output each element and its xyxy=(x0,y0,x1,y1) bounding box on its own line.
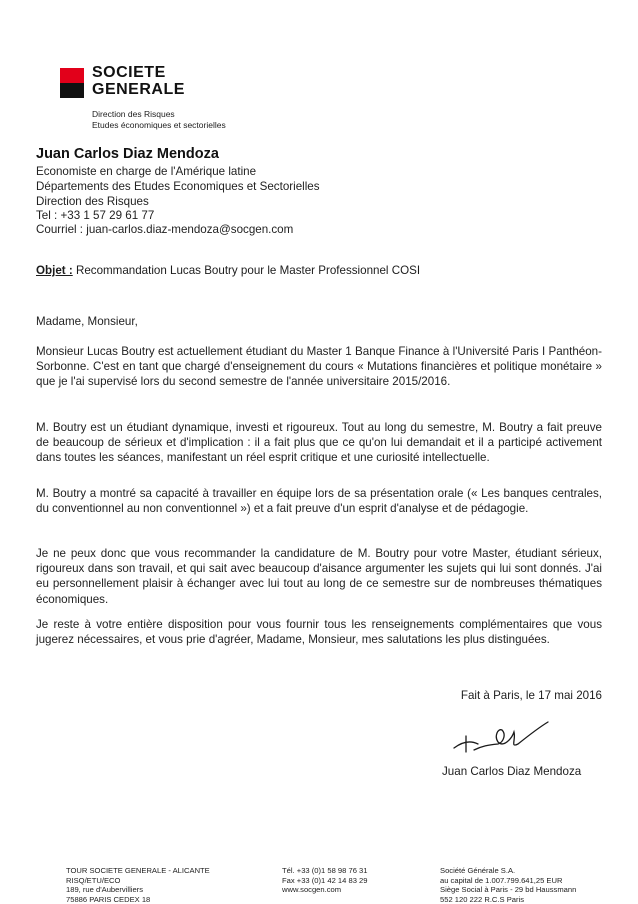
footer-contact xyxy=(282,866,368,895)
signatory-name: Juan Carlos Diaz Mendoza xyxy=(442,765,582,778)
sender-phone: Tel : +33 1 57 29 61 77 xyxy=(36,209,155,222)
signature-image xyxy=(452,718,552,762)
footer-address-line: TOUR SOCIETE GENERALE - ALICANTE xyxy=(66,866,210,875)
logo-red-block xyxy=(60,68,84,83)
header-dept-2: Etudes économiques et sectorielles xyxy=(92,120,226,130)
sender-department: Départements des Etudes Economiques et Sectorielles xyxy=(36,180,320,193)
logo-mark xyxy=(60,68,84,98)
footer-legal-line: Siège Social à Paris - 29 bd Haussmann xyxy=(440,885,577,895)
body-paragraph-4: Je ne peux donc que vous recommander la candidature de M. Boutry pour votre Master, étudiant sérieux, rigoureux dans son travail, et qui sait avec beaucoup d'aisance argumenter les sujets qui lui sont donnés. J'ai eu personnellement plaisir à échanger avec lui tout au long de ce semestre sur de nombreuses thématiques économiques. xyxy=(36,547,602,606)
footer-legal-line: au capital de 1.007.799.641,25 EUR xyxy=(440,875,563,885)
salutation: Madame, Monsieur, xyxy=(36,315,138,328)
footer-website: www.socgen.com xyxy=(282,885,342,895)
body-paragraph-2: M. Boutry est un étudiant dynamique, investi et rigoureux. Tout au long du semestre, M. Boutry a fait preuve de beaucoup de sérieux et d'implication : il a fait plus que ce qu'on lui demandait et il a participé activement dans toutes les séances, manifestant un réel esprit critique et une curiosité intellectuelle. xyxy=(36,421,602,465)
logo-text-line2: GENERALE xyxy=(92,81,185,98)
logo-text-line1: SOCIETE xyxy=(92,64,166,81)
subject-line xyxy=(36,264,420,277)
sender-email: Courriel : juan-carlos.diaz-mendoza@socgen.com xyxy=(36,223,294,236)
header-dept-1: Direction des Risques xyxy=(92,109,175,119)
sender-name: Juan Carlos Diaz Mendoza xyxy=(36,146,219,162)
sender-direction: Direction des Risques xyxy=(36,195,149,208)
footer-address-line: 189, rue d'Aubervilliers xyxy=(66,885,144,895)
body-paragraph-3: M. Boutry a montré sa capacité à travailler en équipe lors de sa présentation orale (« Les banques centrales, du conventionnel au non conventionnel ») et a fait preuve d'un esprit d'analyse et de pédagogie. xyxy=(36,487,602,516)
footer-address xyxy=(66,866,210,904)
footer-phone: Tél. +33 (0)1 58 98 76 31 xyxy=(282,866,368,875)
footer-legal-line: 552 120 222 R.C.S Paris xyxy=(440,894,525,904)
footer-address-line: 75886 PARIS CEDEX 18 xyxy=(66,894,151,904)
body-paragraph-1: Monsieur Lucas Boutry est actuellement étudiant du Master 1 Banque Finance à l'Université Paris I Panthéon-Sorbonne. C'est en tant que chargé d'enseignement du cours « Mutations financières et politique monétaire » que je l'ai supervisé lors du second semestre de l'année universitaire 2015/2016. xyxy=(36,345,602,389)
subject-label: Objet : xyxy=(36,264,73,277)
subject-text: Recommandation Lucas Boutry pour le Master Professionnel COSI xyxy=(75,264,421,277)
date-place: Fait à Paris, le 17 mai 2016 xyxy=(460,689,602,702)
footer-legal xyxy=(440,866,576,904)
footer-address-line: RISQ/ETU/ECO xyxy=(66,875,121,885)
footer-legal-line: Société Générale S.A. xyxy=(440,866,516,875)
body-paragraph-5: Je reste à votre entière disposition pour vous fournir tous les renseignements complémentaires que vous jugerez nécessaires, et vous prie d'agréer, Madame, Monsieur, mes salutations les plus distinguées. xyxy=(36,618,602,647)
footer-fax: Fax +33 (0)1 42 14 83 29 xyxy=(282,875,368,885)
sender-title: Economiste en charge de l'Amérique latine xyxy=(36,165,257,178)
logo-black-block xyxy=(60,83,84,98)
